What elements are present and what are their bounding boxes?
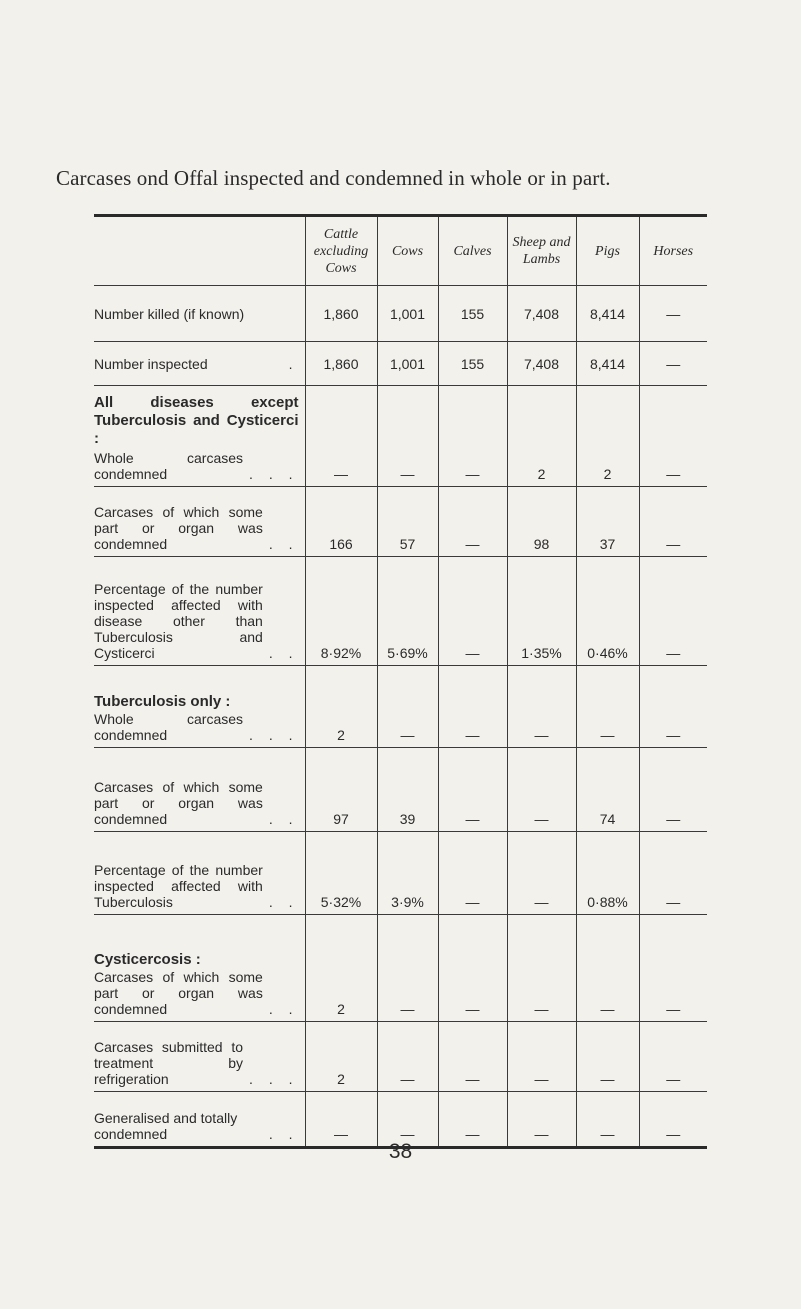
row-label: Cysticercosis : Carcases of which some part or organ was condemned . . [94, 915, 305, 1022]
section-heading: Cysticercosis : [94, 951, 201, 968]
table-cell: 97 [305, 748, 377, 832]
column-header-horses: Horses [639, 216, 707, 286]
table-row [94, 1022, 707, 1092]
table-cell: 1,860 [305, 286, 377, 342]
table-cell: 0·46% [576, 557, 639, 666]
table-cell: — [438, 915, 507, 1022]
table-cell: — [639, 386, 707, 487]
table-cell: 98 [507, 487, 576, 557]
table-cell: — [507, 666, 576, 748]
table-cell: — [576, 1022, 639, 1092]
page-number: 38 [388, 1140, 413, 1163]
table-cell: — [507, 832, 576, 915]
table-cell: 5·69% [377, 557, 438, 666]
table-cell: 2 [576, 386, 639, 487]
table-cell: — [377, 666, 438, 748]
table-cell: 2 [507, 386, 576, 487]
table-cell: 155 [438, 342, 507, 386]
table-cell: 155 [438, 286, 507, 342]
table-cell: 8,414 [576, 286, 639, 342]
column-header-cows: Cows [377, 216, 438, 286]
table-cell: — [438, 487, 507, 557]
table-cell: — [576, 1092, 639, 1148]
row-label: Carcases of which some part or organ was condemned . . [94, 487, 305, 557]
row-label: Generalised and totally condemned . . [94, 1110, 299, 1142]
column-header-sheep: Sheep and Lambs [507, 216, 576, 286]
table-cell: — [639, 666, 707, 748]
table-cell: — [377, 386, 438, 487]
table-cell: 3·9% [377, 832, 438, 915]
inspection-table-wrapper [94, 214, 707, 1149]
table-cell: — [438, 748, 507, 832]
table-cell: 8,414 [576, 342, 639, 386]
section-heading: Tuberculosis only : [94, 693, 231, 710]
row-label: Tuberculosis only : Whole carcases condemned . . . [94, 666, 305, 748]
table-cell: — [639, 832, 707, 915]
table-cell: — [305, 1092, 377, 1148]
table-cell: 7,408 [507, 286, 576, 342]
table-row [94, 666, 707, 748]
row-label: Carcases of which some part or organ was condemned . . [94, 748, 305, 832]
table-cell: — [507, 748, 576, 832]
table-cell: — [438, 1092, 507, 1148]
table-cell: 37 [576, 487, 639, 557]
table-cell: — [438, 386, 507, 487]
table-row [94, 832, 707, 915]
table-cell: 2 [305, 1022, 377, 1092]
table-cell: — [507, 1092, 576, 1148]
table-cell: — [438, 832, 507, 915]
header-row [94, 216, 707, 286]
column-header-pigs: Pigs [576, 216, 639, 286]
table-cell: — [438, 666, 507, 748]
column-header-cattle: Cattle excluding Cows [305, 216, 377, 286]
table-cell: — [639, 1022, 707, 1092]
table-cell: — [377, 915, 438, 1022]
table-row [94, 557, 707, 666]
table-cell: — [639, 915, 707, 1022]
table-cell: — [507, 1022, 576, 1092]
table-cell: 5·32% [305, 832, 377, 915]
table-cell: — [576, 915, 639, 1022]
table-cell: — [507, 915, 576, 1022]
table-cell: — [639, 748, 707, 832]
table-cell: 7,408 [507, 342, 576, 386]
table-cell: 1,860 [305, 342, 377, 386]
table-cell: — [438, 557, 507, 666]
table-cell: — [377, 1092, 438, 1148]
table-cell: 2 [305, 915, 377, 1022]
table-cell: 74 [576, 748, 639, 832]
table-cell: — [639, 557, 707, 666]
column-header-calves: Calves [438, 216, 507, 286]
header-label-cell [94, 216, 305, 286]
section-heading: All diseases except Tuberculosis and Cysticerci : [94, 394, 299, 447]
inspection-table [94, 214, 707, 1149]
table-cell: 57 [377, 487, 438, 557]
table-cell: — [639, 286, 707, 342]
table-row [94, 286, 707, 342]
table-row [94, 915, 707, 1022]
table-cell: — [639, 342, 707, 386]
table-cell: 1,001 [377, 342, 438, 386]
table-cell: — [438, 1022, 507, 1092]
table-cell: 2 [305, 666, 377, 748]
row-label: Number inspected . [94, 342, 305, 386]
table-cell: 0·88% [576, 832, 639, 915]
table-cell: 39 [377, 748, 438, 832]
row-label: Carcases submitted to treatment by refrigeration . . . [94, 1022, 305, 1092]
table-cell: 8·92% [305, 557, 377, 666]
row-label: All diseases except Tuberculosis and Cysticerci : Whole carcases condemned . . . [94, 386, 305, 487]
row-label: Percentage of the number inspected affected with disease other than Tuberculosis and Cysticerci . . [94, 557, 305, 666]
table-cell: — [639, 1092, 707, 1148]
table-cell: 166 [305, 487, 377, 557]
table-cell: 1,001 [377, 286, 438, 342]
table-row [94, 748, 707, 832]
table-row [94, 386, 707, 487]
page-title: Carcases ond Offal inspected and condemned in whole or in part. [56, 166, 611, 190]
table-cell: — [305, 386, 377, 487]
table-row [94, 487, 707, 557]
table-cell: — [639, 487, 707, 557]
table-cell: — [576, 666, 639, 748]
table-cell: 1·35% [507, 557, 576, 666]
table-cell: — [377, 1022, 438, 1092]
table-row [94, 342, 707, 386]
row-label: Percentage of the number inspected affected with Tuberculosis . . [94, 832, 305, 915]
row-label: Number killed (if known) [94, 286, 305, 342]
